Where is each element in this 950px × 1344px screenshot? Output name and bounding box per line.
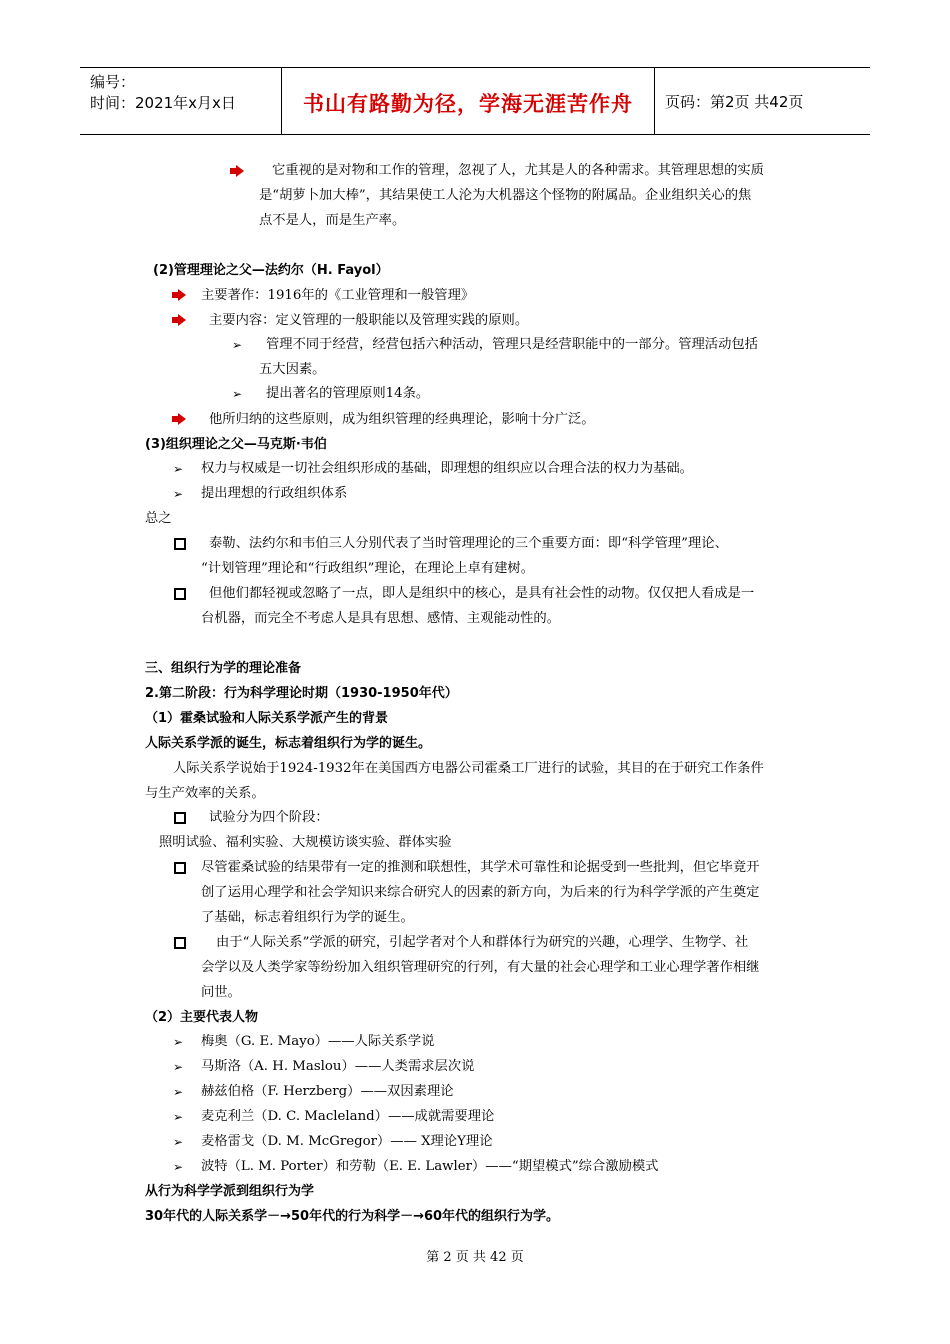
page-label: 页码：第2页 共42页 xyxy=(665,92,804,111)
chevron-bullet-icon: ➢ xyxy=(173,1060,184,1074)
square-bullet-icon xyxy=(174,937,186,949)
text-line: 台机器，而完全不考虑人是具有思想、感情、主观能动性的。 xyxy=(201,611,561,626)
header-left xyxy=(80,68,282,134)
chevron-bullet-icon: ➢ xyxy=(173,1110,184,1124)
text-line: 梅奥（G. E. Mayo）——人际关系学说 xyxy=(201,1034,435,1049)
text-line: 主要内容：定义管理的一般职能以及管理实践的原则。 xyxy=(209,313,529,328)
chevron-bullet-icon: ➢ xyxy=(173,487,184,501)
chevron-bullet-icon: ➢ xyxy=(232,387,243,401)
text-line: 会学以及人类学家等纷纷加入组织管理研究的行列，有大量的社会心理学和工业心理学著作相继 xyxy=(201,960,760,975)
number-label: 编号： xyxy=(90,73,136,91)
text-line: 麦格雷戈（D. M. McGregor）—— X理论Y理论 xyxy=(201,1134,493,1149)
motto: 书山有路勤为径，学海无涯苦作舟 xyxy=(282,68,655,134)
text-line: 点不是人，而是生产率。 xyxy=(259,213,406,228)
section-heading: 三、组织行为学的理论准备 xyxy=(145,661,302,676)
page-footer: 第 2 页 共 42 页 xyxy=(426,1250,524,1265)
section-heading: (3)组织理论之父—马克斯·韦伯 xyxy=(145,437,327,452)
text-line: 它重视的是对物和工作的管理，忽视了人，尤其是人的各种需求。其管理思想的实质 xyxy=(272,163,764,178)
chevron-bullet-icon: ➢ xyxy=(173,1035,184,1049)
square-bullet-icon xyxy=(174,862,186,874)
text-line: 了基础，标志着组织行为学的诞生。 xyxy=(201,910,414,925)
square-bullet-icon xyxy=(174,812,186,824)
text-line: 主要著作：1916年的《工业管理和一般管理》 xyxy=(201,288,475,303)
text-line: 赫兹伯格（F. Herzberg）——双因素理论 xyxy=(201,1084,454,1099)
text-line: 五大因素。 xyxy=(259,362,326,377)
text-line: 麦克利兰（D. C. Macleland）——成就需要理论 xyxy=(201,1109,495,1124)
text-line: 提出著名的管理原则14条。 xyxy=(266,386,430,401)
section-heading: 30年代的人际关系学－→50年代的行为科学－→60年代的组织行为学。 xyxy=(145,1209,560,1224)
chevron-bullet-icon: ➢ xyxy=(173,1160,184,1174)
chevron-bullet-icon: ➢ xyxy=(173,1085,184,1099)
section-heading: 2.第二阶段：行为科学理论时期（1930-1950年代） xyxy=(145,686,458,701)
section-heading: 从行为科学学派到组织行为学 xyxy=(145,1184,315,1199)
text-line: 人际关系学说始于1924-1932年在美国西方电器公司霍桑工厂进行的试验，其目的在于研究工作条件 xyxy=(173,761,764,776)
text-line: 创了运用心理学和社会学知识来综合研究人的因素的新方向，为后来的行为科学学派的产生奠定 xyxy=(201,885,760,900)
square-bullet-icon xyxy=(174,538,186,550)
section-heading: 人际关系学派的诞生，标志着组织行为学的诞生。 xyxy=(145,736,432,751)
text-line: 问世。 xyxy=(201,985,241,1000)
chevron-bullet-icon: ➢ xyxy=(173,1135,184,1149)
red-arrow-bullet-icon xyxy=(172,413,186,425)
text-line: 波特（L. M. Porter）和劳勒（E. E. Lawler）——“期望模式”综合激励模式 xyxy=(201,1159,659,1174)
text-line: 由于“人际关系”学派的研究，引起学者对个人和群体行为研究的兴趣，心理学、生物学、社 xyxy=(216,935,749,950)
text-line: 与生产效率的关系。 xyxy=(145,786,265,801)
text-line: 马斯洛（A. H. Maslou）——人类需求层次说 xyxy=(201,1059,475,1074)
text-line: 试验分为四个阶段： xyxy=(209,810,329,825)
text-line: 权力与权威是一切社会组织形成的基础，即理想的组织应以合理合法的权力为基础。 xyxy=(201,461,693,476)
date-label: 时间：2021年x月x日 xyxy=(90,94,236,112)
text-line: 提出理想的行政组织体系 xyxy=(201,486,348,501)
text-line: 尽管霍桑试验的结果带有一定的推测和联想性，其学术可靠性和论据受到一些批判，但它毕竟开 xyxy=(201,860,760,875)
chevron-bullet-icon: ➢ xyxy=(232,338,243,352)
section-heading: （2）主要代表人物 xyxy=(145,1010,259,1025)
text-line: 泰勒、法约尔和韦伯三人分别代表了当时管理理论的三个重要方面：即“科学管理”理论、 xyxy=(209,536,728,551)
red-arrow-bullet-icon xyxy=(172,314,186,326)
text-line: 他所归纳的这些原则，成为组织管理的经典理论，影响十分广泛。 xyxy=(209,412,595,427)
text-line: 是“胡萝卜加大棒”，其结果使工人沦为大机器这个怪物的附属品。企业组织关心的焦 xyxy=(259,188,752,203)
text-line: “计划管理”理论和“行政组织”理论，在理论上卓有建树。 xyxy=(201,561,535,576)
text-line: 总之 xyxy=(145,511,172,526)
text-line: 但他们都轻视或忽略了一点，即人是组织中的核心，是具有社会性的动物。仅仅把人看成是一 xyxy=(209,586,755,601)
square-bullet-icon xyxy=(174,588,186,600)
text-line: 管理不同于经营，经营包括六种活动，管理只是经营职能中的一部分。管理活动包括 xyxy=(266,337,758,352)
red-arrow-bullet-icon xyxy=(172,289,186,301)
page-header xyxy=(80,67,870,135)
section-heading: （1）霍桑试验和人际关系学派产生的背景 xyxy=(145,711,389,726)
text-line: 照明试验、福利实验、大规模访谈实验、群体实验 xyxy=(159,835,452,850)
section-heading: (2)管理理论之父—法约尔（H. Fayol） xyxy=(153,263,389,278)
red-arrow-bullet-icon xyxy=(230,165,244,177)
chevron-bullet-icon: ➢ xyxy=(173,462,184,476)
